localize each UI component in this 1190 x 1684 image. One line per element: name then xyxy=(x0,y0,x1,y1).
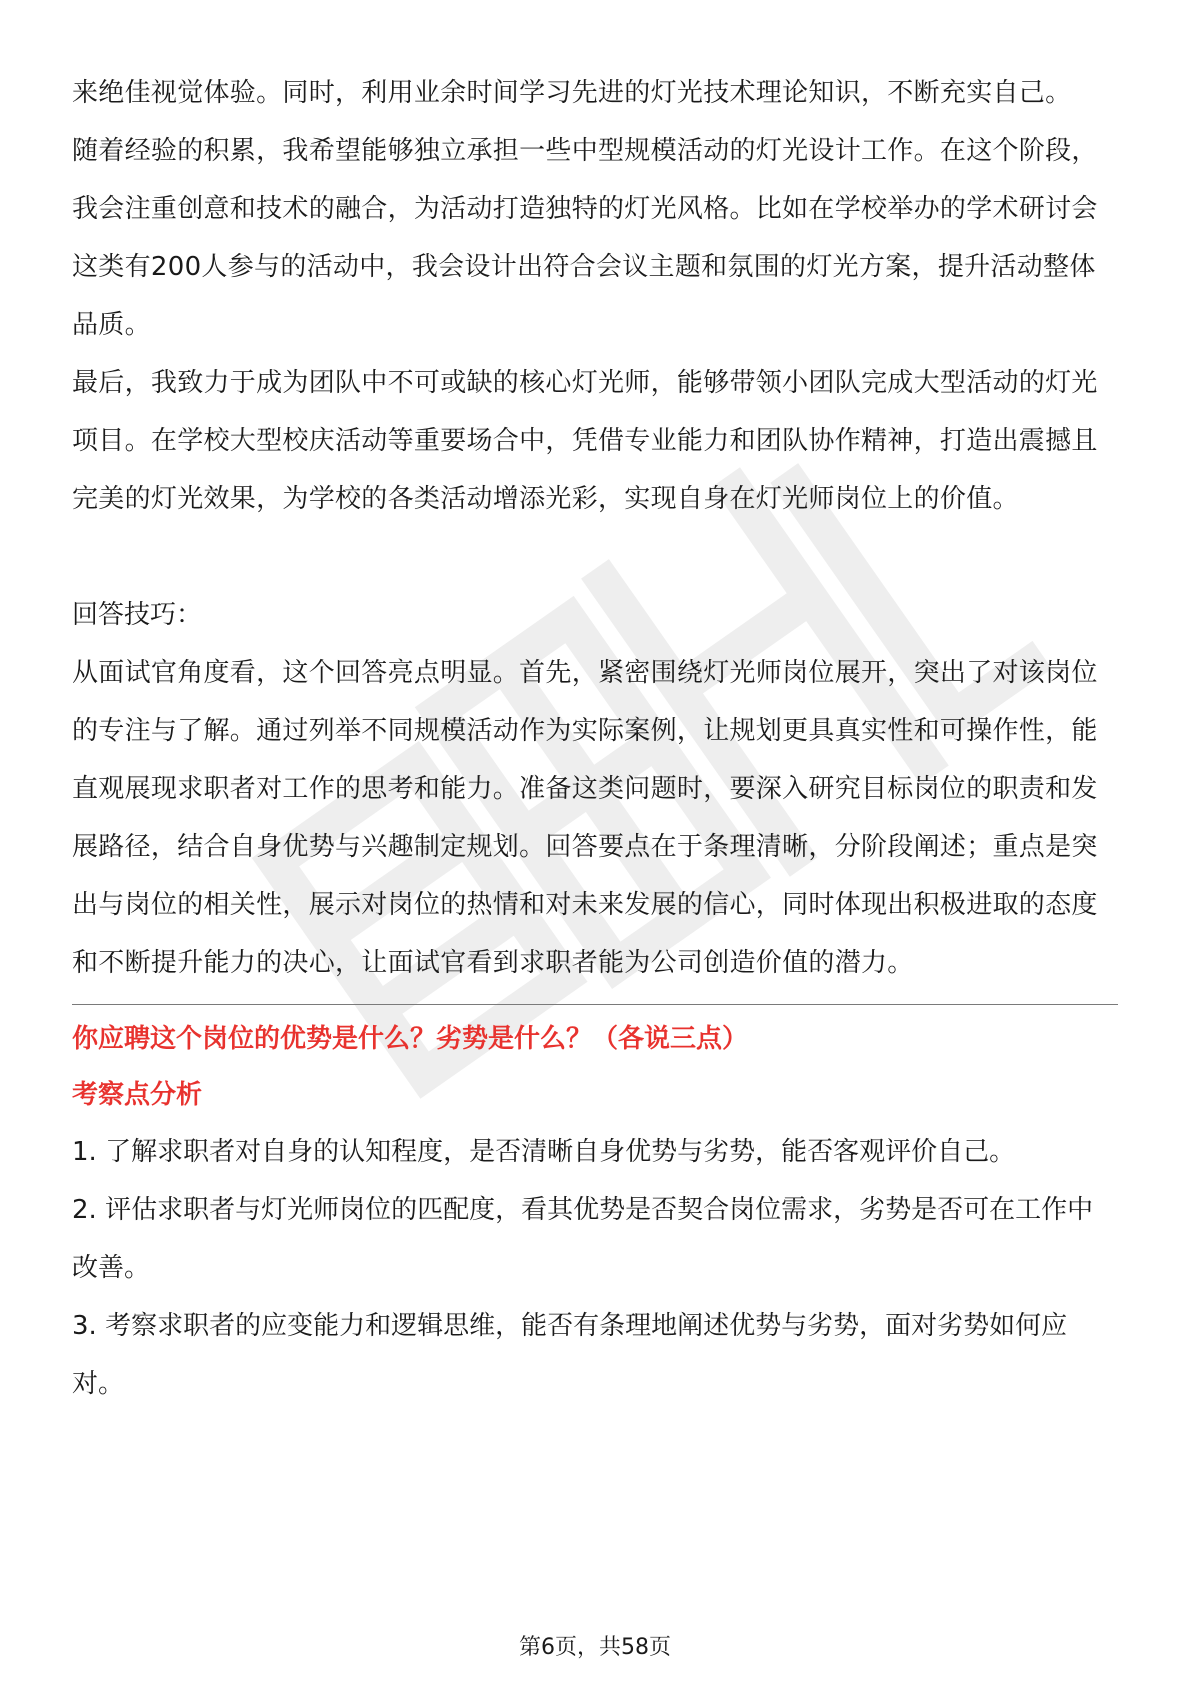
page-content xyxy=(72,64,1118,1413)
question-heading: 你应聘这个岗位的优势是什么？劣势是什么？（各说三点） xyxy=(72,1024,749,1054)
tips-paragraph: 从面试官角度看，这个回答亮点明显。首先，紧密围绕灯光师岗位展开，突出了对该岗位的专注与了解。通过列举不同规模活动作为实际案例，让规划更具真实性和可操作性，能直观展现求职者对工作的思考和能力。准备这类问题时，要深入研究目标岗位的职责和发展路径，结合自身优势与兴趣制定规划。回答要点在于条理清晰，分阶段阐述；重点是突出与岗位的相关性，展示对岗位的热情和对未来发展的信心，同时体现出积极进取的态度和不断提升能力的决心，让面试官看到求职者能为公司创造价值的潜力。 xyxy=(72,658,1098,978)
analysis-heading: 考察点分析 xyxy=(72,1080,203,1110)
section-divider xyxy=(72,1004,1118,1005)
analysis-item: 1. 了解求职者对自身的认知程度，是否清晰自身优势与劣势，能否客观评价自己。 xyxy=(72,1137,1016,1167)
body-paragraph: 最后，我致力于成为团队中不可或缺的核心灯光师，能够带领小团队完成大型活动的灯光项目。在学校大型校庆活动等重要场合中，凭借专业能力和团队协作精神，打造出震撼且完美的灯光效果，为学校的各类活动增添光彩，实现自身在灯光师岗位上的价值。 xyxy=(72,368,1098,514)
body-paragraph: 随着经验的积累，我希望能够独立承担一些中型规模活动的灯光设计工作。在这个阶段，我会注重创意和技术的融合，为活动打造独特的灯光风格。比如在学校举办的学术研讨会这类有200人参与的活动中，我会设计出符合会议主题和氛围的灯光方案，提升活动整体品质。 xyxy=(72,136,1098,340)
body-paragraph: 来绝佳视觉体验。同时，利用业余时间学习先进的灯光技术理论知识，不断充实自己。 xyxy=(72,78,1072,108)
tips-label: 回答技巧： xyxy=(72,600,203,630)
analysis-item: 2. 评估求职者与灯光师岗位的匹配度，看其优势是否契合岗位需求，劣势是否可在工作中改善。 xyxy=(72,1195,1094,1283)
analysis-item: 3. 考察求职者的应变能力和逻辑思维，能否有条理地阐述优势与劣势，面对劣势如何应对。 xyxy=(72,1311,1068,1399)
paragraph-spacer xyxy=(72,528,1118,586)
page-footer: 第6页，共58页 xyxy=(519,1635,671,1660)
